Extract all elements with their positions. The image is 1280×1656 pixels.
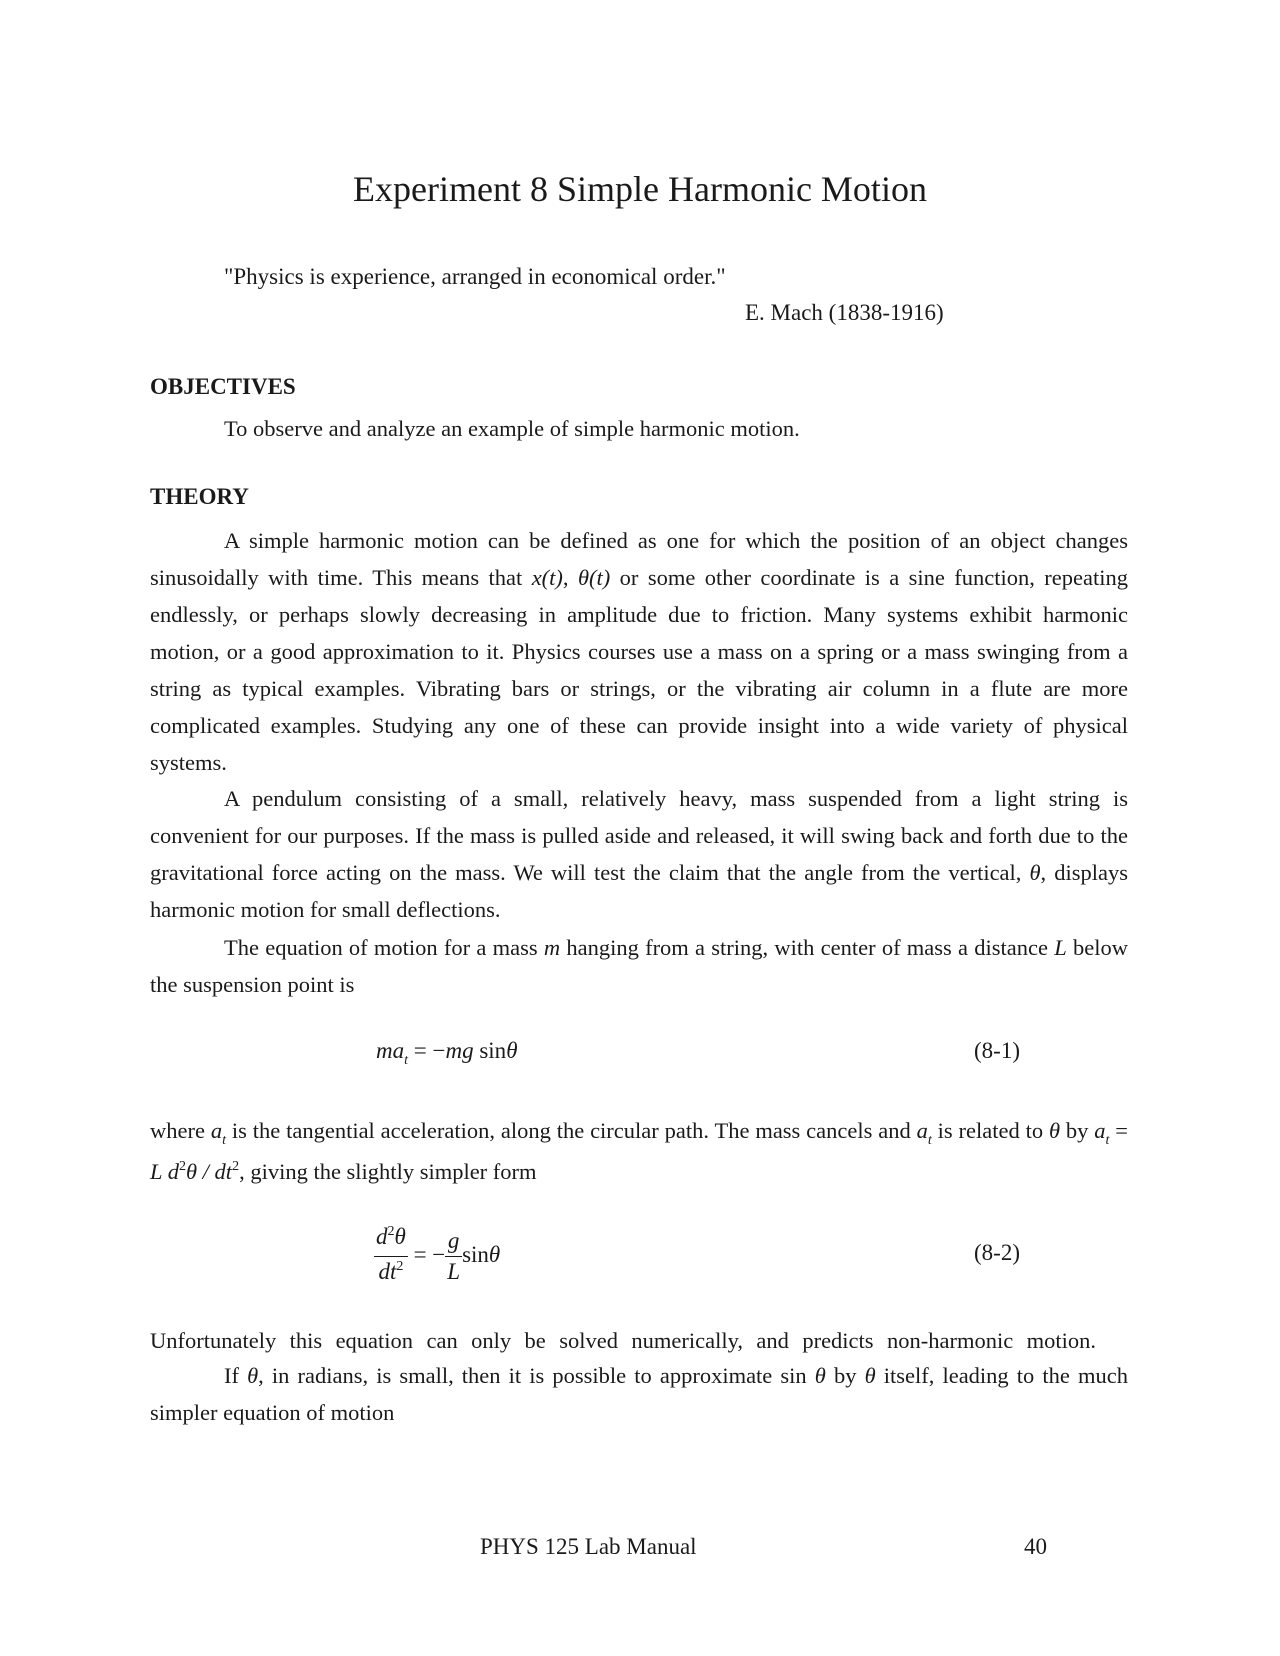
epigraph-attribution: E. Mach (1838-1916) [745,300,944,325]
page-number: 40 [1024,1534,1047,1559]
p1-x-of-t: x(t) [531,565,563,590]
eq1-ma: ma [376,1038,405,1063]
eq2-theta: θ [488,1241,501,1267]
p4-text-a: where [150,1118,211,1143]
objectives-heading: OBJECTIVES [150,374,296,399]
p4-text-b: is the tangential acceleration, along the circular path. The mass cancels and [225,1118,917,1143]
eq2-numerator [374,1222,408,1257]
p4-a-subscript: t [222,1133,226,1148]
objectives-text: To observe and analyze an example of simple harmonic motion. [224,416,800,441]
p2-text-b: , displays harmonic motion for small deflections. [150,860,1128,922]
p2-text-a: A pendulum consisting of a small, relatively heavy, mass suspended from a light string is convenient for our purposes. If the mass is pulled aside and released, it will swing back and forth due to the gravitational force acting on the mass. We will test the claim that the angle from the vertical, [150,786,1128,885]
p3-mass-m: m [543,935,561,960]
equation-number-8-2: (8-2) [974,1240,1020,1265]
eq2-den-dt: dt [378,1259,397,1284]
p1-theta-of-t: θ(t) [577,565,611,590]
eq1-sin: sin [473,1038,507,1063]
eq2-den-sup: 2 [396,1259,404,1274]
eq2-sin: sin [462,1241,489,1267]
eq2-num-sup: 2 [387,1224,395,1239]
p4-text-c: is related to [931,1118,1049,1143]
p4-a-2: a [916,1118,928,1143]
equation-8-1 [376,1038,518,1068]
p4-text-g: , giving the slightly simpler form [239,1159,537,1184]
p4-a-3-subscript: t [1105,1133,1110,1148]
p1-comma: , [562,565,578,590]
p6-theta-3: θ [864,1363,876,1388]
eq2-g-text: g [447,1228,460,1253]
p4-equals: = [1109,1118,1128,1143]
eq2-g [445,1226,462,1257]
p1-text-a: A simple harmonic motion can be defined as one for which the position of an object changes sinusoidally with time. This means that [150,528,1128,590]
theory-heading: THEORY [150,484,249,509]
eq1-equals-minus: = − [408,1038,446,1063]
p4-text-d: by [1060,1118,1095,1143]
theory-paragraph-4 [150,1112,1128,1194]
eq2-equals-minus: = − [407,1241,446,1267]
p4-a-2-subscript: t [927,1133,932,1148]
theory-paragraph-5: Unfortunately this equation can only be solved numerically, and predicts non-harmonic motion. [150,1328,1096,1353]
eq2-denominator [374,1257,408,1291]
p4-L-d: L d [150,1159,179,1184]
p3-text-c: below the suspension point is [150,935,1128,997]
p6-text-d: itself, leading to the much simpler equation of motion [150,1363,1128,1425]
eq2-lhs-fraction [374,1222,408,1291]
eq2-g-over-L [445,1226,462,1287]
p6-text-c: by [825,1363,865,1388]
footer-manual-title: PHYS 125 Lab Manual [480,1534,697,1559]
p2-theta: θ [1029,860,1041,885]
p3-length-L: L [1054,935,1067,960]
p4-theta-over: θ / [185,1159,215,1184]
theory-paragraph-6 [150,1357,1128,1431]
eq1-subscript-t: t [404,1053,409,1068]
p3-text-b: hanging from a string, with center of mass a distance [560,935,1055,960]
p6-theta-2: θ [814,1363,826,1388]
equation-8-2 [374,1222,500,1291]
epigraph-quote: "Physics is experience, arranged in economical order." [224,264,726,289]
p3-text-a: The equation of motion for a mass [224,935,544,960]
theory-paragraph-1 [150,522,1128,781]
p4-superscript-2b: 2 [232,1159,240,1174]
p1-text-b: or some other coordinate is a sine function, repeating endlessly, or perhaps slowly decreasing in amplitude due to friction. Many systems exhibit harmonic motion, or a good approximation to it. Physics courses use a mass on a spring or a mass swinging from a string as typical examples. Vibrating bars or strings, or the vibrating air column in a flute are more complicated examples. Studying any one of these can provide insight into a wide variety of physical systems. [150,565,1128,775]
eq1-theta: θ [506,1038,518,1063]
p4-superscript-2: 2 [178,1159,186,1174]
p4-theta: θ [1048,1118,1061,1143]
p6-text-b: , in radians, is small, then it is possible to approximate sin [258,1363,815,1388]
eq1-mg: mg [445,1038,474,1063]
theory-paragraph-3 [150,929,1128,1003]
eq2-L-text: L [447,1259,461,1284]
page-title: Experiment 8 Simple Harmonic Motion [353,169,927,209]
p6-text-a: If [224,1363,248,1388]
equation-number-8-1: (8-1) [974,1038,1020,1063]
p4-a-3: a [1094,1118,1106,1143]
p6-theta: θ [247,1363,259,1388]
p4-a: a [210,1118,223,1143]
p4-dt: dt [214,1159,233,1184]
eq2-L [445,1257,462,1287]
eq2-num-d: d [376,1224,388,1249]
theory-paragraph-2 [150,780,1128,928]
eq2-num-theta: θ [394,1224,406,1249]
